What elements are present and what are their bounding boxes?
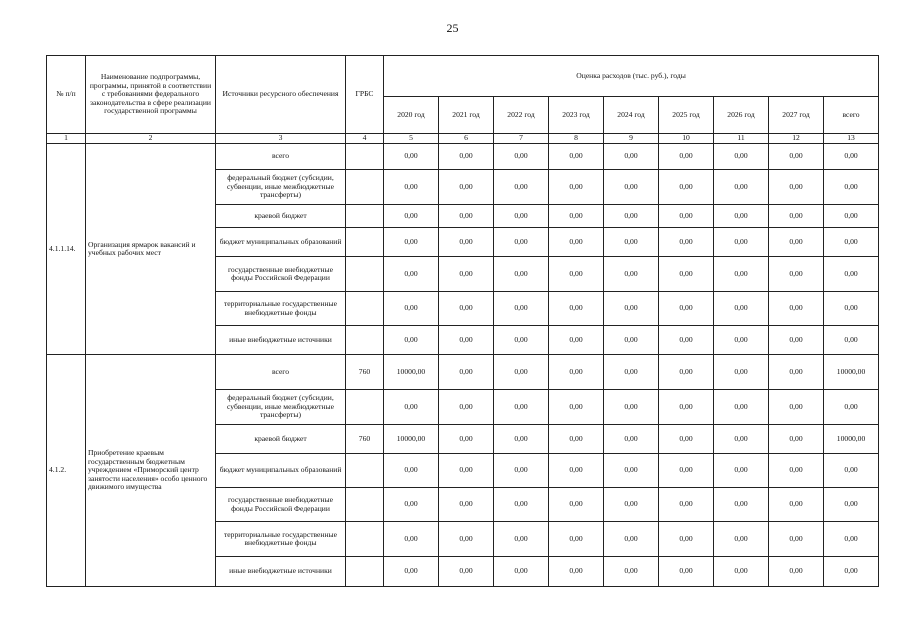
year-value: 0,00 xyxy=(549,488,604,522)
funding-source: территориальные государственные внебюджетные фонды xyxy=(216,522,346,557)
year-value: 0,00 xyxy=(769,355,824,390)
header-year: 2020 год xyxy=(384,97,439,134)
year-value: 0,00 xyxy=(604,144,659,170)
grbs-code xyxy=(346,454,384,488)
total-value: 10000,00 xyxy=(824,355,879,390)
year-value: 0,00 xyxy=(494,144,549,170)
year-value: 0,00 xyxy=(714,292,769,326)
grbs-code xyxy=(346,326,384,355)
year-value: 0,00 xyxy=(384,257,439,292)
total-value: 0,00 xyxy=(824,454,879,488)
year-value: 0,00 xyxy=(604,205,659,228)
total-value: 0,00 xyxy=(824,326,879,355)
year-value: 0,00 xyxy=(659,425,714,454)
column-number: 12 xyxy=(769,134,824,144)
year-value: 0,00 xyxy=(549,522,604,557)
year-value: 0,00 xyxy=(549,557,604,587)
year-value: 0,00 xyxy=(769,228,824,257)
budget-table xyxy=(46,55,879,587)
header-year: 2026 год xyxy=(714,97,769,134)
year-value: 10000,00 xyxy=(384,355,439,390)
year-value: 0,00 xyxy=(769,292,824,326)
total-value: 0,00 xyxy=(824,488,879,522)
header-year: 2024 год xyxy=(604,97,659,134)
year-value: 10000,00 xyxy=(384,425,439,454)
year-value: 0,00 xyxy=(384,170,439,205)
grbs-code: 760 xyxy=(346,355,384,390)
year-value: 0,00 xyxy=(439,355,494,390)
year-value: 0,00 xyxy=(549,425,604,454)
column-number: 5 xyxy=(384,134,439,144)
year-value: 0,00 xyxy=(659,488,714,522)
year-value: 0,00 xyxy=(439,454,494,488)
year-value: 0,00 xyxy=(659,144,714,170)
total-value: 0,00 xyxy=(824,292,879,326)
funding-source: иные внебюджетные источники xyxy=(216,326,346,355)
header-year: 2022 год xyxy=(494,97,549,134)
year-value: 0,00 xyxy=(604,292,659,326)
year-value: 0,00 xyxy=(384,292,439,326)
column-number: 11 xyxy=(714,134,769,144)
year-value: 0,00 xyxy=(714,170,769,205)
item-name: Приобретение краевым государственным бюджетным учреждением «Приморский центр занятости населения» особо ценного движимого имущества xyxy=(86,355,216,587)
header-total: всего xyxy=(824,97,879,134)
grbs-code xyxy=(346,390,384,425)
column-number: 8 xyxy=(549,134,604,144)
year-value: 0,00 xyxy=(439,170,494,205)
year-value: 0,00 xyxy=(604,557,659,587)
year-value: 0,00 xyxy=(659,292,714,326)
year-value: 0,00 xyxy=(604,257,659,292)
year-value: 0,00 xyxy=(494,205,549,228)
year-value: 0,00 xyxy=(714,355,769,390)
funding-source: федеральный бюджет (субсидии, субвенции, иные межбюджетные трансферты) xyxy=(216,390,346,425)
header-name: Наименование подпрограммы, программы, принятой в соответствии с требованиями федерального законодательства в сфере реализации государственной программы xyxy=(86,56,216,134)
column-number: 7 xyxy=(494,134,549,144)
total-value: 0,00 xyxy=(824,144,879,170)
year-value: 0,00 xyxy=(604,326,659,355)
year-value: 0,00 xyxy=(549,257,604,292)
year-value: 0,00 xyxy=(494,522,549,557)
year-value: 0,00 xyxy=(769,488,824,522)
funding-source: государственные внебюджетные фонды Российской Федерации xyxy=(216,488,346,522)
funding-source: краевой бюджет xyxy=(216,425,346,454)
year-value: 0,00 xyxy=(384,144,439,170)
year-value: 0,00 xyxy=(714,390,769,425)
year-value: 0,00 xyxy=(439,257,494,292)
funding-source: всего xyxy=(216,144,346,170)
total-value: 0,00 xyxy=(824,257,879,292)
year-value: 0,00 xyxy=(439,425,494,454)
page-number: 25 xyxy=(446,21,459,35)
header-grbs: ГРБС xyxy=(346,56,384,134)
grbs-code xyxy=(346,292,384,326)
header-estimate: Оценка расходов (тыс. руб.), годы xyxy=(384,56,879,97)
header-num: № п/п xyxy=(47,56,86,134)
funding-source: бюджет муниципальных образований xyxy=(216,228,346,257)
funding-source: краевой бюджет xyxy=(216,205,346,228)
total-value: 0,00 xyxy=(824,228,879,257)
year-value: 0,00 xyxy=(439,326,494,355)
grbs-code xyxy=(346,170,384,205)
column-number: 4 xyxy=(346,134,384,144)
year-value: 0,00 xyxy=(769,326,824,355)
year-value: 0,00 xyxy=(549,228,604,257)
year-value: 0,00 xyxy=(549,292,604,326)
year-value: 0,00 xyxy=(439,522,494,557)
header-year: 2027 год xyxy=(769,97,824,134)
year-value: 0,00 xyxy=(769,257,824,292)
column-number: 13 xyxy=(824,134,879,144)
year-value: 0,00 xyxy=(769,390,824,425)
grbs-code: 760 xyxy=(346,425,384,454)
grbs-code xyxy=(346,488,384,522)
year-value: 0,00 xyxy=(549,144,604,170)
year-value: 0,00 xyxy=(769,425,824,454)
year-value: 0,00 xyxy=(659,355,714,390)
table-body xyxy=(47,144,879,587)
year-value: 0,00 xyxy=(714,425,769,454)
year-value: 0,00 xyxy=(659,390,714,425)
year-value: 0,00 xyxy=(604,390,659,425)
total-value: 10000,00 xyxy=(824,425,879,454)
grbs-code xyxy=(346,557,384,587)
total-value: 0,00 xyxy=(824,170,879,205)
year-value: 0,00 xyxy=(604,488,659,522)
year-value: 0,00 xyxy=(659,257,714,292)
year-value: 0,00 xyxy=(769,144,824,170)
year-value: 0,00 xyxy=(604,522,659,557)
year-value: 0,00 xyxy=(384,390,439,425)
funding-source: государственные внебюджетные фонды Российской Федерации xyxy=(216,257,346,292)
year-value: 0,00 xyxy=(604,170,659,205)
year-value: 0,00 xyxy=(714,205,769,228)
funding-source: иные внебюджетные источники xyxy=(216,557,346,587)
funding-source: федеральный бюджет (субсидии, субвенции, иные межбюджетные трансферты) xyxy=(216,170,346,205)
table-row xyxy=(47,355,879,390)
year-value: 0,00 xyxy=(494,454,549,488)
item-name: Организация ярмарок вакансий и учебных рабочих мест xyxy=(86,144,216,355)
year-value: 0,00 xyxy=(659,326,714,355)
year-value: 0,00 xyxy=(604,454,659,488)
header-year: 2021 год xyxy=(439,97,494,134)
year-value: 0,00 xyxy=(439,292,494,326)
funding-source: всего xyxy=(216,355,346,390)
year-value: 0,00 xyxy=(659,454,714,488)
year-value: 0,00 xyxy=(439,390,494,425)
column-number: 10 xyxy=(659,134,714,144)
total-value: 0,00 xyxy=(824,557,879,587)
column-number: 2 xyxy=(86,134,216,144)
year-value: 0,00 xyxy=(384,557,439,587)
year-value: 0,00 xyxy=(494,326,549,355)
grbs-code xyxy=(346,205,384,228)
year-value: 0,00 xyxy=(494,228,549,257)
year-value: 0,00 xyxy=(714,488,769,522)
year-value: 0,00 xyxy=(384,454,439,488)
year-value: 0,00 xyxy=(659,205,714,228)
funding-source: бюджет муниципальных образований xyxy=(216,454,346,488)
year-value: 0,00 xyxy=(549,170,604,205)
year-value: 0,00 xyxy=(384,228,439,257)
header-source: Источники ресурсного обеспечения xyxy=(216,56,346,134)
column-number: 3 xyxy=(216,134,346,144)
header-year: 2025 год xyxy=(659,97,714,134)
year-value: 0,00 xyxy=(439,144,494,170)
year-value: 0,00 xyxy=(714,326,769,355)
year-value: 0,00 xyxy=(604,425,659,454)
year-value: 0,00 xyxy=(494,488,549,522)
year-value: 0,00 xyxy=(714,228,769,257)
year-value: 0,00 xyxy=(384,488,439,522)
year-value: 0,00 xyxy=(604,228,659,257)
year-value: 0,00 xyxy=(494,170,549,205)
grbs-code xyxy=(346,257,384,292)
year-value: 0,00 xyxy=(659,228,714,257)
year-value: 0,00 xyxy=(769,205,824,228)
year-value: 0,00 xyxy=(714,557,769,587)
year-value: 0,00 xyxy=(439,488,494,522)
year-value: 0,00 xyxy=(714,454,769,488)
year-value: 0,00 xyxy=(384,522,439,557)
column-number: 6 xyxy=(439,134,494,144)
year-value: 0,00 xyxy=(549,454,604,488)
year-value: 0,00 xyxy=(769,522,824,557)
year-value: 0,00 xyxy=(494,557,549,587)
year-value: 0,00 xyxy=(659,522,714,557)
column-number: 9 xyxy=(604,134,659,144)
year-value: 0,00 xyxy=(549,205,604,228)
total-value: 0,00 xyxy=(824,522,879,557)
total-value: 0,00 xyxy=(824,205,879,228)
year-value: 0,00 xyxy=(439,557,494,587)
year-value: 0,00 xyxy=(439,228,494,257)
grbs-code xyxy=(346,228,384,257)
grbs-code xyxy=(346,522,384,557)
header-year: 2023 год xyxy=(549,97,604,134)
year-value: 0,00 xyxy=(659,557,714,587)
year-value: 0,00 xyxy=(384,326,439,355)
column-number: 1 xyxy=(47,134,86,144)
table-row xyxy=(47,144,879,170)
year-value: 0,00 xyxy=(604,355,659,390)
year-value: 0,00 xyxy=(494,292,549,326)
item-number: 4.1.1.14. xyxy=(47,144,86,355)
year-value: 0,00 xyxy=(549,355,604,390)
year-value: 0,00 xyxy=(769,454,824,488)
total-value: 0,00 xyxy=(824,390,879,425)
year-value: 0,00 xyxy=(714,257,769,292)
year-value: 0,00 xyxy=(714,144,769,170)
item-number: 4.1.2. xyxy=(47,355,86,587)
year-value: 0,00 xyxy=(769,170,824,205)
year-value: 0,00 xyxy=(769,557,824,587)
year-value: 0,00 xyxy=(494,257,549,292)
grbs-code xyxy=(346,144,384,170)
year-value: 0,00 xyxy=(549,390,604,425)
year-value: 0,00 xyxy=(659,170,714,205)
year-value: 0,00 xyxy=(494,390,549,425)
funding-source: территориальные государственные внебюджетные фонды xyxy=(216,292,346,326)
year-value: 0,00 xyxy=(494,355,549,390)
year-value: 0,00 xyxy=(714,522,769,557)
year-value: 0,00 xyxy=(384,205,439,228)
year-value: 0,00 xyxy=(494,425,549,454)
year-value: 0,00 xyxy=(549,326,604,355)
year-value: 0,00 xyxy=(439,205,494,228)
